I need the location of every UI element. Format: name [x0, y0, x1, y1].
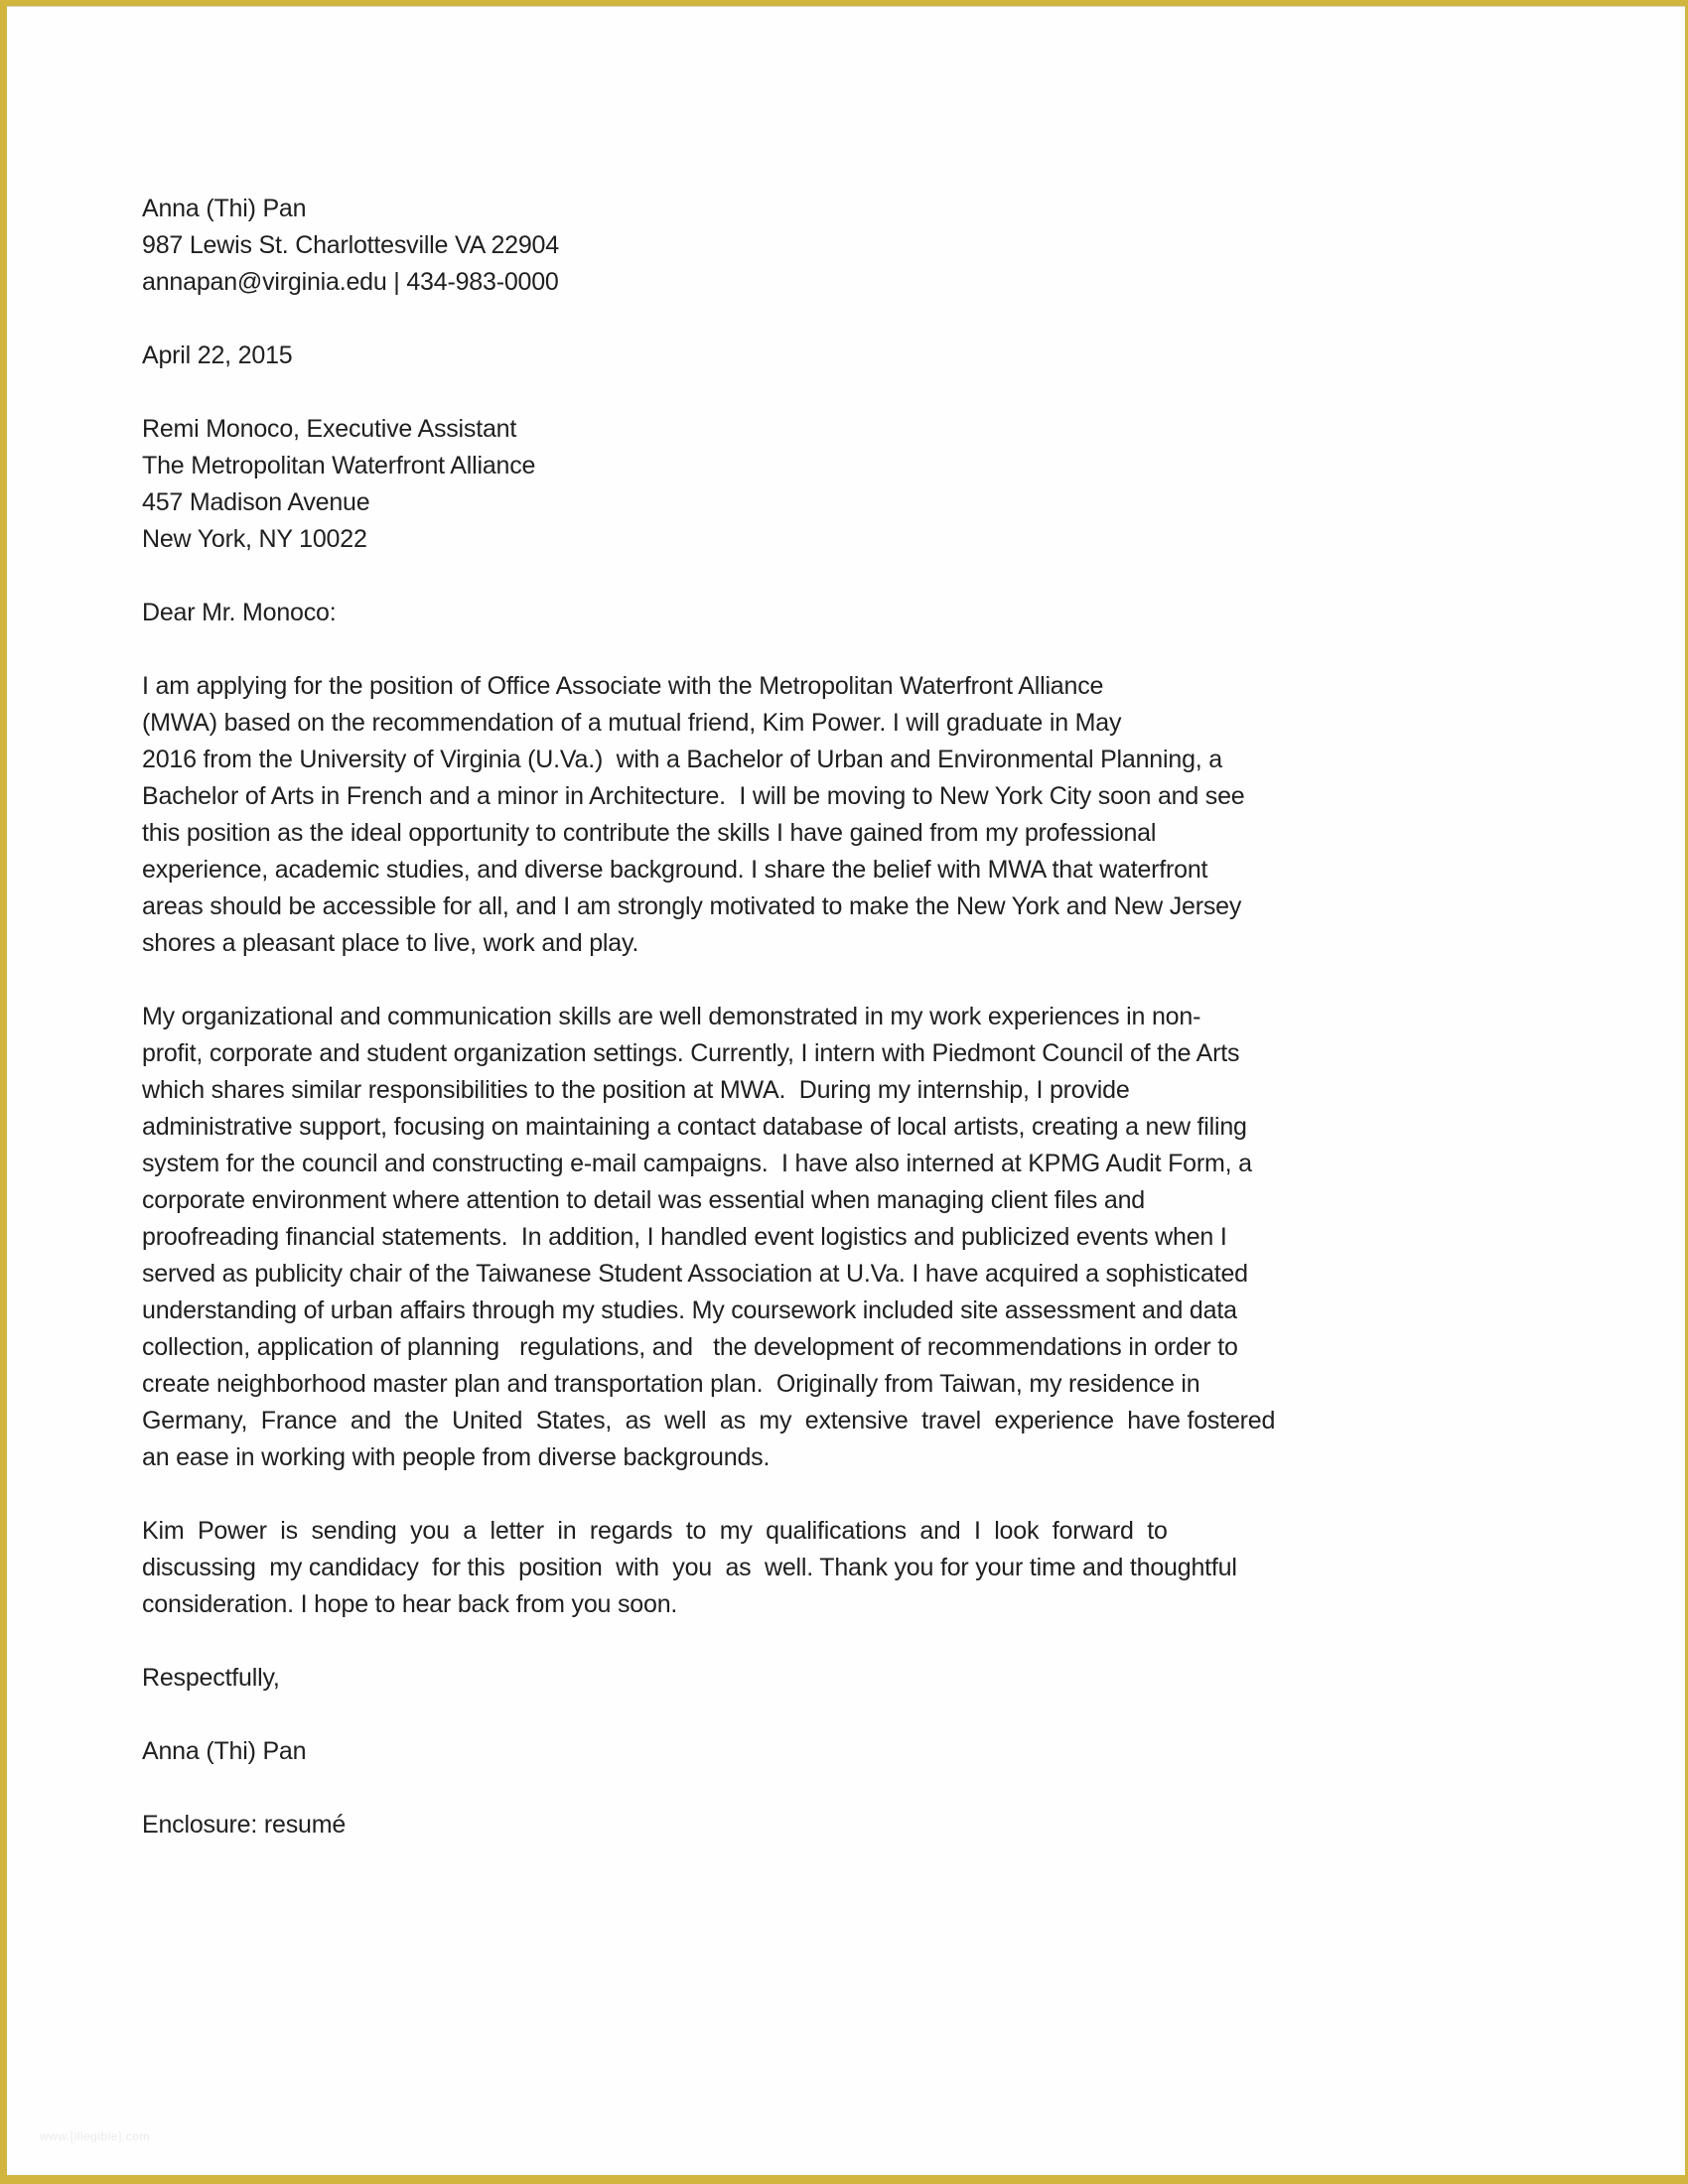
recipient-organization: The Metropolitan Waterfront Alliance — [142, 452, 536, 479]
recipient-city: New York, NY 10022 — [142, 525, 367, 553]
paragraph-line: discussing my candidacy for this position with you as well. Thank you for your time and thoughtful — [142, 1554, 1237, 1581]
date-block — [142, 338, 1562, 374]
paragraph-line: system for the council and constructing e-mail campaigns. I have also interned at KPMG Audit Form, a — [142, 1150, 1252, 1177]
paragraph-line: corporate environment where attention to detail was essential when managing client files and — [142, 1186, 1145, 1214]
sender-name: Anna (Thi) Pan — [142, 195, 307, 222]
recipient-block — [142, 411, 1562, 558]
body-paragraphs — [142, 668, 1562, 1623]
paragraph-line: 2016 from the University of Virginia (U.Va.) with a Bachelor of Urban and Environmental Planning, a — [142, 746, 1222, 773]
paragraph-line: this position as the ideal opportunity to contribute the skills I have gained from my professional — [142, 819, 1157, 847]
paragraph-line: profit, corporate and student organization settings. Currently, I intern with Piedmont Council of the Arts — [142, 1039, 1240, 1067]
salutation: Dear Mr. Monoco: — [142, 599, 337, 626]
paragraph-line: create neighborhood master plan and transportation plan. Originally from Taiwan, my residence in — [142, 1370, 1200, 1398]
paragraph — [142, 1513, 1562, 1623]
sender-block — [142, 191, 1562, 301]
paragraph-line: areas should be accessible for all, and I am strongly motivated to make the New York and New Jersey — [142, 892, 1242, 920]
paragraph-line: served as publicity chair of the Taiwanese Student Association at U.Va. I have acquired a sophisticated — [142, 1260, 1248, 1288]
paragraph-line: an ease in working with people from diverse backgrounds. — [142, 1443, 771, 1471]
paragraph-line: I am applying for the position of Office Associate with the Metropolitan Waterfront Alliance — [142, 672, 1104, 700]
paragraph-line: understanding of urban affairs through my studies. My coursework included site assessment and data — [142, 1297, 1237, 1324]
letter-content — [142, 191, 1562, 1880]
paragraph-line: Bachelor of Arts in French and a minor in Architecture. I will be moving to New York City soon and see — [142, 782, 1245, 810]
enclosure-block — [142, 1807, 1562, 1843]
watermark: www.[illegible].com — [40, 2129, 150, 2143]
paragraph-line: administrative support, focusing on maintaining a contact database of local artists, creating a new filing — [142, 1113, 1247, 1141]
sender-contact: annapan@virginia.edu | 434-983-0000 — [142, 268, 559, 296]
signature-name: Anna (Thi) Pan — [142, 1737, 307, 1765]
date-line: April 22, 2015 — [142, 341, 293, 369]
paragraph — [142, 668, 1562, 962]
paragraph — [142, 999, 1562, 1476]
paragraph-line: proofreading financial statements. In addition, I handled event logistics and publicized events when I — [142, 1223, 1227, 1251]
paragraph-line: experience, academic studies, and diverse background. I share the belief with MWA that waterfront — [142, 856, 1208, 884]
signature-block — [142, 1733, 1562, 1770]
paragraph-line: collection, application of planning regulations, and the development of recommendations in order to — [142, 1333, 1238, 1361]
paragraph-line: Germany, France and the United States, as well as my extensive travel experience have fostered — [142, 1407, 1276, 1434]
closing: Respectfully, — [142, 1664, 280, 1692]
salutation-block — [142, 595, 1562, 631]
paragraph-line: which shares similar responsibilities to the position at MWA. During my internship, I provide — [142, 1076, 1130, 1104]
recipient-name: Remi Monoco, Executive Assistant — [142, 415, 517, 443]
enclosure-note: Enclosure: resumé — [142, 1811, 347, 1839]
paragraph-line: consideration. I hope to hear back from you soon. — [142, 1590, 678, 1618]
sender-address: 987 Lewis St. Charlottesville VA 22904 — [142, 231, 559, 259]
paragraph-line: Kim Power is sending you a letter in regards to my qualifications and I look forward to — [142, 1517, 1168, 1545]
paragraph-line: shores a pleasant place to live, work and play. — [142, 929, 639, 957]
paragraph-line: (MWA) based on the recommendation of a mutual friend, Kim Power. I will graduate in May — [142, 709, 1122, 737]
paragraph-line: My organizational and communication skills are well demonstrated in my work experiences in non- — [142, 1003, 1201, 1030]
closing-block — [142, 1660, 1562, 1697]
recipient-street: 457 Madison Avenue — [142, 488, 370, 516]
